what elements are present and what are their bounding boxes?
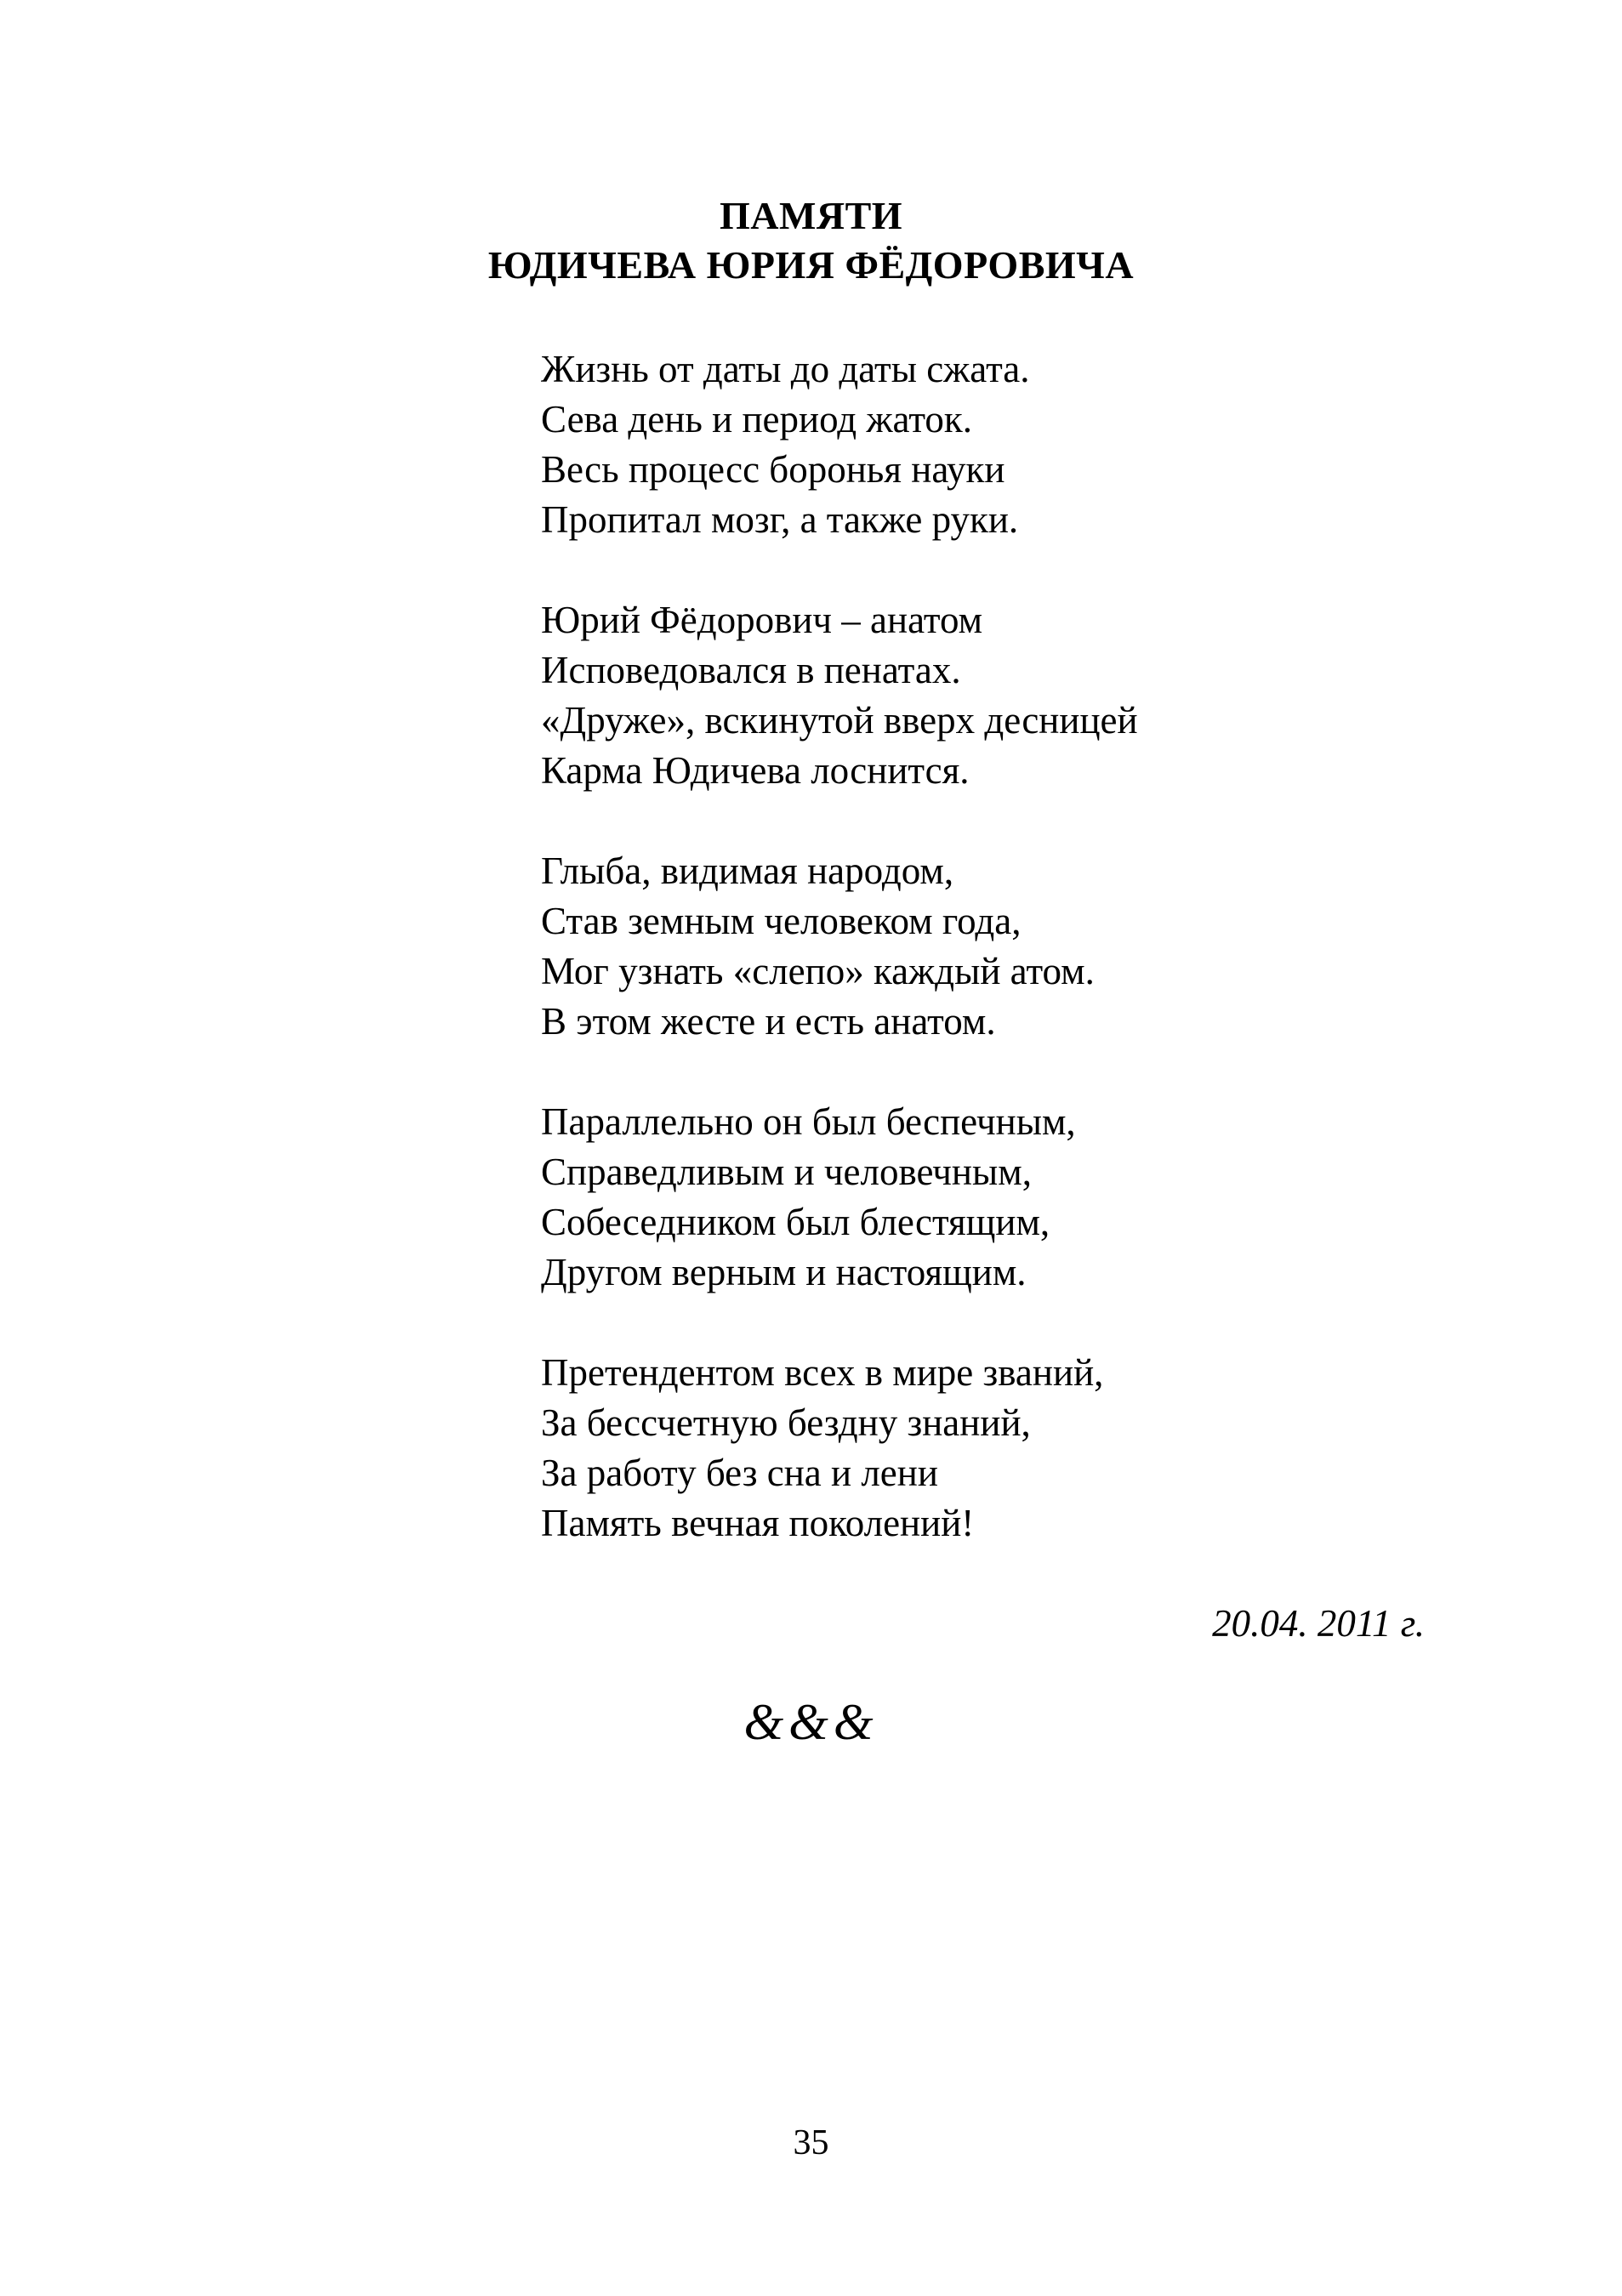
poem-line: Память вечная поколений! <box>541 1502 975 1544</box>
poem-line: В этом жесте и есть анатом. <box>541 1000 996 1043</box>
poem-line: За бессчетную бездну знаний, <box>541 1401 1031 1444</box>
section-ornament: &&& <box>743 1694 879 1750</box>
stanza-3 <box>541 846 1392 1047</box>
stanza-4 <box>541 1097 1392 1298</box>
poem-line: «Друже», вскинутой вверх десницей <box>541 699 1138 742</box>
poem-line: Пропитал мозг, а также руки. <box>541 498 1019 541</box>
poem-title <box>0 191 1622 290</box>
poem-line: Весь процесс боронья науки <box>541 448 1005 491</box>
poem-line: Справедливым и человечным, <box>541 1151 1032 1193</box>
poem-line: Параллельно он был беспечным, <box>541 1100 1076 1143</box>
poem-line: Сева день и период жаток. <box>541 398 973 440</box>
poem-line: Карма Юдичева лоснится. <box>541 749 970 792</box>
poem-date: 20.04. 2011 г. <box>1212 1602 1425 1645</box>
stanza-5 <box>541 1348 1392 1549</box>
stanza-2 <box>541 595 1392 796</box>
poem-line: Жизнь от даты до даты сжата. <box>541 348 1030 390</box>
title-line-1: ПАМЯТИ <box>719 194 903 237</box>
poem-body <box>541 344 1392 1599</box>
poem-line: Исповедовался в пенатах. <box>541 649 961 691</box>
poem-line: Претендентом всех в мире званий, <box>541 1351 1104 1394</box>
poem-line: Другом верным и настоящим. <box>541 1251 1027 1293</box>
poem-line: Став земным человеком года, <box>541 900 1022 942</box>
page-number: 35 <box>793 2123 829 2162</box>
poem-line: Глыба, видимая народом, <box>541 850 954 892</box>
poem-line: Юрий Фёдорович – анатом <box>541 599 983 641</box>
poem-line: Мог узнать «слепо» каждый атом. <box>541 950 1095 992</box>
stanza-1 <box>541 344 1392 545</box>
poem-line: Собеседником был блестящим, <box>541 1201 1050 1243</box>
poem-line: За работу без сна и лени <box>541 1452 938 1494</box>
title-line-2: ЮДИЧЕВА ЮРИЯ ФЁДОРОВИЧА <box>487 243 1135 287</box>
